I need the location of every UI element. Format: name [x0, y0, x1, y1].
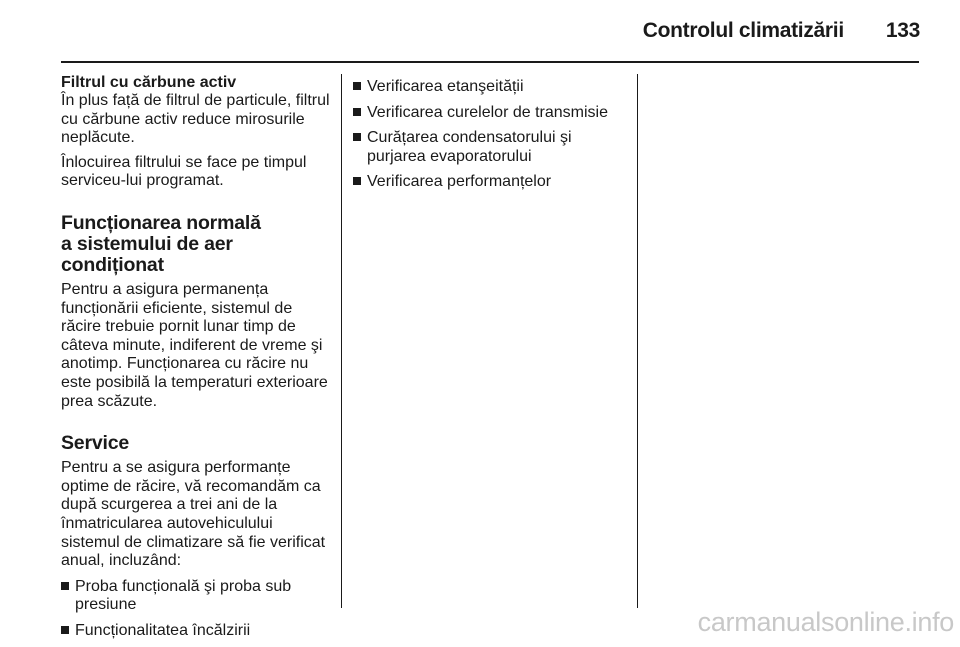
bullet-square-icon — [353, 177, 361, 185]
service-list — [61, 578, 333, 641]
heading-line: a sistemului de aer condiționat — [61, 232, 233, 276]
heading-line: Funcționarea normală — [61, 211, 261, 234]
section-heading-service: Service — [61, 432, 129, 455]
paragraph: În plus față de filtrul de particule, filtrul cu cărbune activ reduce mirosurile neplăcute. — [61, 92, 330, 147]
bullet-square-icon — [61, 626, 69, 634]
watermark: carmanualsonline.info — [697, 607, 954, 637]
chapter-title: Controlul climatizării — [642, 19, 844, 42]
list-item: Verificarea etanşeității — [353, 78, 633, 97]
column-left — [61, 74, 333, 647]
bullet-square-icon — [61, 582, 69, 590]
page-number: 133 — [885, 19, 920, 42]
column-divider-2 — [637, 74, 638, 608]
page-header — [0, 19, 920, 43]
paragraph: Pentru a se asigura performanțe optime de răcire, vă recomandăm ca după scurgerea a trei ani de la înmatricularea autovehiculului sistemul de climatizare să fie verificat anual, incluzând: — [61, 459, 326, 570]
list-item: Proba funcțională şi proba sub presiune — [61, 578, 333, 615]
header-rule — [61, 61, 919, 63]
paragraph: Pentru a asigura permanența funcționării eficiente, sistemul de răcire trebuie pornit lunar timp de câteva minute, indiferent de vreme şi anotimp. Funcționarea cu răcire nu este posibilă la temperaturi exterioare prea scăzute. — [61, 280, 328, 410]
list-item: Verificarea performanțelor — [353, 173, 633, 192]
list-item: Curățarea condensatorului şi purjarea evaporatorului — [353, 129, 633, 166]
section-heading-carbon-filter: Filtrul cu cărbune activ — [61, 74, 237, 91]
service-list-continued — [353, 78, 633, 192]
list-item: Verificarea curelelor de transmisie — [353, 104, 633, 123]
bullet-square-icon — [353, 133, 361, 141]
paragraph: Înlocuirea filtrului se face pe timpul serviceu-lui programat. — [61, 153, 307, 190]
bullet-square-icon — [353, 108, 361, 116]
column-middle — [353, 78, 633, 199]
column-divider-1 — [341, 74, 342, 608]
bullet-square-icon — [353, 82, 361, 90]
section-heading-normal-operation — [61, 213, 333, 276]
list-item: Funcționalitatea încălzirii — [61, 622, 333, 641]
